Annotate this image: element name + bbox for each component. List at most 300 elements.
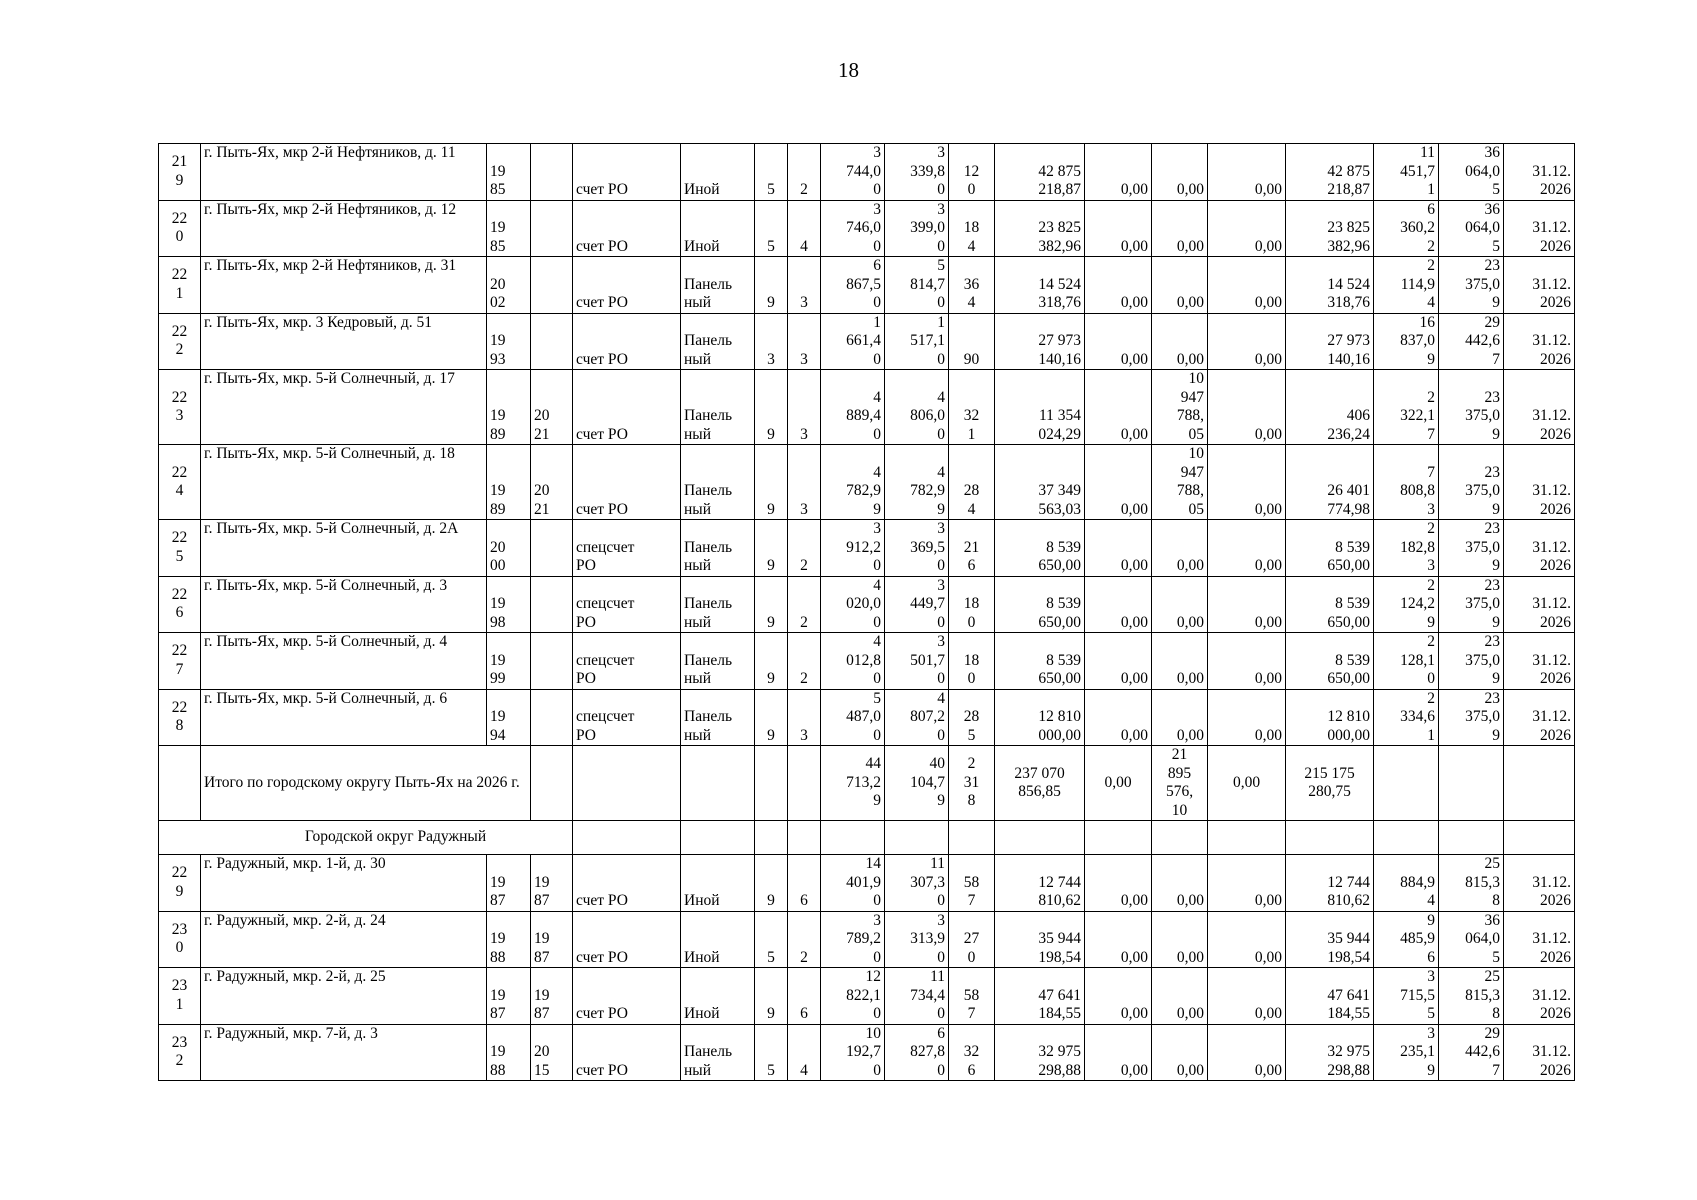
cell-fund-regional: 0,00 xyxy=(1152,576,1208,633)
cell-residents: 32 6 xyxy=(949,1024,995,1081)
cell-row-number: 22 2 xyxy=(159,313,201,370)
cell-fund-method: спецсчет РО xyxy=(573,633,681,690)
cell-fund-federal: 0,00 xyxy=(1085,144,1152,201)
cell-limit-cost: 25 815,3 8 xyxy=(1439,855,1504,912)
cell-row-number: 22 7 xyxy=(159,633,201,690)
cell-unit-cost: 11 451,7 1 xyxy=(1374,144,1439,201)
cell-deadline: 31.12. 2026 xyxy=(1504,313,1575,370)
cell-fund-owners: 12 810 000,00 xyxy=(1286,689,1374,746)
cell-year-repair: 19 87 xyxy=(531,968,573,1025)
cell-wall-material: Панель ный xyxy=(681,313,755,370)
cell-row-number: 22 6 xyxy=(159,576,201,633)
cell-area-residential: 11 307,3 0 xyxy=(885,855,949,912)
cell-area-total: 3 744,0 0 xyxy=(821,144,885,201)
cell-deadline: 31.12. 2026 xyxy=(1504,370,1575,445)
cell-fund-method: спецсчет РО xyxy=(573,576,681,633)
cell-fund-regional: 0,00 xyxy=(1152,144,1208,201)
cell-entrances: 3 xyxy=(788,370,821,445)
cell-area-residential: 3 501,7 0 xyxy=(885,633,949,690)
cell-fund-method: счет РО xyxy=(573,445,681,520)
empty-cell xyxy=(681,746,755,821)
cell-entrances: 3 xyxy=(788,257,821,314)
cell-floors: 3 xyxy=(755,313,788,370)
cell-entrances: 3 xyxy=(788,313,821,370)
cell-deadline: 31.12. 2026 xyxy=(1504,633,1575,690)
cell-residents: 90 xyxy=(949,313,995,370)
cell-fund-municipal: 0,00 xyxy=(1208,689,1286,746)
cell-limit-cost: 25 815,3 8 xyxy=(1439,968,1504,1025)
empty-cell xyxy=(788,746,821,821)
cell-fund-regional: 10 947 788, 05 xyxy=(1152,370,1208,445)
cell-fund-municipal: 0,00 xyxy=(1208,313,1286,370)
empty-cell xyxy=(573,821,681,855)
cell-row-number: 22 1 xyxy=(159,257,201,314)
cell-deadline: 31.12. 2026 xyxy=(1504,445,1575,520)
cell-entrances: 2 xyxy=(788,576,821,633)
cell-fund-regional: 0,00 xyxy=(1152,257,1208,314)
summary-fund-fed: 0,00 xyxy=(1085,746,1152,821)
cell-fund-federal: 0,00 xyxy=(1085,968,1152,1025)
cell-area-total: 4 012,8 0 xyxy=(821,633,885,690)
cell-area-residential: 3 399,0 0 xyxy=(885,200,949,257)
table-row xyxy=(159,257,1575,314)
cell-fund-method: спецсчет РО xyxy=(573,689,681,746)
cell-fund-method: счет РО xyxy=(573,257,681,314)
cell-area-total: 3 912,2 0 xyxy=(821,520,885,577)
cell-floors: 9 xyxy=(755,855,788,912)
cell-area-residential: 3 369,5 0 xyxy=(885,520,949,577)
table-row xyxy=(159,1024,1575,1081)
cell-cost-total: 27 973 140,16 xyxy=(995,313,1085,370)
cell-fund-method: счет РО xyxy=(573,370,681,445)
cell-deadline: 31.12. 2026 xyxy=(1504,257,1575,314)
cell-fund-method: счет РО xyxy=(573,313,681,370)
cell-fund-owners: 8 539 650,00 xyxy=(1286,520,1374,577)
cell-year-built: 19 85 xyxy=(487,200,531,257)
cell-deadline: 31.12. 2026 xyxy=(1504,911,1575,968)
cell-wall-material: Иной xyxy=(681,144,755,201)
cell-limit-cost: 23 375,0 9 xyxy=(1439,257,1504,314)
cell-wall-material: Панель ный xyxy=(681,257,755,314)
cell-year-repair xyxy=(531,257,573,314)
cell-wall-material: Панель ный xyxy=(681,445,755,520)
cell-area-residential: 4 782,9 9 xyxy=(885,445,949,520)
cell-year-repair xyxy=(531,520,573,577)
summary-fund-owners: 215 175 280,75 xyxy=(1286,746,1374,821)
cell-unit-cost: 9 485,9 6 xyxy=(1374,911,1439,968)
cell-address: г. Пыть-Ях, мкр. 5-й Солнечный, д. 3 xyxy=(201,576,487,633)
cell-deadline: 31.12. 2026 xyxy=(1504,689,1575,746)
cell-fund-municipal: 0,00 xyxy=(1208,257,1286,314)
cell-cost-total: 23 825 382,96 xyxy=(995,200,1085,257)
cell-year-built: 20 00 xyxy=(487,520,531,577)
cell-year-built: 19 88 xyxy=(487,1024,531,1081)
cell-fund-owners: 32 975 298,88 xyxy=(1286,1024,1374,1081)
cell-fund-method: счет РО xyxy=(573,144,681,201)
cell-area-total: 5 487,0 0 xyxy=(821,689,885,746)
cell-cost-total: 8 539 650,00 xyxy=(995,633,1085,690)
cell-fund-owners: 26 401 774,98 xyxy=(1286,445,1374,520)
cell-fund-regional: 0,00 xyxy=(1152,200,1208,257)
cell-address: г. Пыть-Ях, мкр. 5-й Солнечный, д. 2А xyxy=(201,520,487,577)
cell-fund-municipal: 0,00 xyxy=(1208,520,1286,577)
table-summary xyxy=(159,746,1575,855)
cell-fund-municipal: 0,00 xyxy=(1208,200,1286,257)
table-row xyxy=(159,313,1575,370)
table-row xyxy=(159,200,1575,257)
empty-cell xyxy=(1439,746,1504,821)
cell-residents: 28 4 xyxy=(949,445,995,520)
cell-fund-federal: 0,00 xyxy=(1085,855,1152,912)
cell-year-built: 19 88 xyxy=(487,911,531,968)
cell-fund-federal: 0,00 xyxy=(1085,911,1152,968)
summary-area-total: 44 713,2 9 xyxy=(821,746,885,821)
cell-address: г. Пыть-Ях, мкр. 5-й Солнечный, д. 18 xyxy=(201,445,487,520)
cell-cost-total: 32 975 298,88 xyxy=(995,1024,1085,1081)
cell-address: г. Пыть-Ях, мкр. 5-й Солнечный, д. 4 xyxy=(201,633,487,690)
cell-fund-regional: 0,00 xyxy=(1152,911,1208,968)
cell-floors: 5 xyxy=(755,911,788,968)
cell-fund-regional: 10 947 788, 05 xyxy=(1152,445,1208,520)
cell-fund-municipal: 0,00 xyxy=(1208,633,1286,690)
empty-cell xyxy=(1286,821,1374,855)
table-row xyxy=(159,855,1575,912)
cell-year-built: 19 87 xyxy=(487,968,531,1025)
cell-entrances: 2 xyxy=(788,911,821,968)
cell-fund-method: спецсчет РО xyxy=(573,520,681,577)
cell-limit-cost: 23 375,0 9 xyxy=(1439,576,1504,633)
cell-row-number: 23 0 xyxy=(159,911,201,968)
cell-area-residential: 11 734,4 0 xyxy=(885,968,949,1025)
cell-deadline: 31.12. 2026 xyxy=(1504,520,1575,577)
cell-residents: 27 0 xyxy=(949,911,995,968)
cell-deadline: 31.12. 2026 xyxy=(1504,968,1575,1025)
cell-unit-cost: 16 837,0 9 xyxy=(1374,313,1439,370)
cell-area-residential: 3 449,7 0 xyxy=(885,576,949,633)
section-title: Городской округ Радужный xyxy=(159,821,573,855)
empty-cell xyxy=(1439,821,1504,855)
cell-wall-material: Панель ный xyxy=(681,576,755,633)
cell-area-total: 6 867,5 0 xyxy=(821,257,885,314)
cell-fund-method: счет РО xyxy=(573,1024,681,1081)
empty-cell xyxy=(1208,821,1286,855)
cell-wall-material: Панель ный xyxy=(681,633,755,690)
cell-deadline: 31.12. 2026 xyxy=(1504,144,1575,201)
cell-entrances: 6 xyxy=(788,855,821,912)
cell-entrances: 4 xyxy=(788,200,821,257)
cell-cost-total: 37 349 563,03 xyxy=(995,445,1085,520)
cell-fund-method: счет РО xyxy=(573,200,681,257)
cell-cost-total: 12 810 000,00 xyxy=(995,689,1085,746)
cell-year-repair xyxy=(531,313,573,370)
cell-residents: 58 7 xyxy=(949,855,995,912)
cell-entrances: 2 xyxy=(788,520,821,577)
empty-cell xyxy=(788,821,821,855)
cell-unit-cost: 3 715,5 5 xyxy=(1374,968,1439,1025)
cell-year-built: 19 85 xyxy=(487,144,531,201)
cell-floors: 5 xyxy=(755,200,788,257)
empty-cell xyxy=(681,821,755,855)
cell-area-total: 4 889,4 0 xyxy=(821,370,885,445)
cell-fund-owners: 14 524 318,76 xyxy=(1286,257,1374,314)
cell-floors: 5 xyxy=(755,144,788,201)
cell-limit-cost: 36 064,0 5 xyxy=(1439,911,1504,968)
cell-unit-cost: 2 128,1 0 xyxy=(1374,633,1439,690)
summary-fund-mun: 0,00 xyxy=(1208,746,1286,821)
empty-cell xyxy=(1504,746,1575,821)
table-row xyxy=(159,370,1575,445)
cell-fund-method: счет РО xyxy=(573,911,681,968)
cell-limit-cost: 23 375,0 9 xyxy=(1439,445,1504,520)
cell-row-number: 23 2 xyxy=(159,1024,201,1081)
cell-unit-cost: 2 322,1 7 xyxy=(1374,370,1439,445)
cell-limit-cost: 23 375,0 9 xyxy=(1439,370,1504,445)
cell-year-repair: 19 87 xyxy=(531,911,573,968)
empty-cell xyxy=(1374,746,1439,821)
cell-area-total: 10 192,7 0 xyxy=(821,1024,885,1081)
cell-entrances: 2 xyxy=(788,633,821,690)
cell-year-repair xyxy=(531,200,573,257)
cell-fund-municipal: 0,00 xyxy=(1208,855,1286,912)
cell-limit-cost: 23 375,0 9 xyxy=(1439,520,1504,577)
cell-residents: 18 0 xyxy=(949,633,995,690)
repair-registry-table xyxy=(158,143,1575,1081)
cell-limit-cost: 23 375,0 9 xyxy=(1439,689,1504,746)
cell-fund-municipal: 0,00 xyxy=(1208,968,1286,1025)
table-row xyxy=(159,633,1575,690)
cell-entrances: 4 xyxy=(788,1024,821,1081)
cell-fund-federal: 0,00 xyxy=(1085,520,1152,577)
table-row xyxy=(159,520,1575,577)
cell-fund-municipal: 0,00 xyxy=(1208,911,1286,968)
cell-area-residential: 3 313,9 0 xyxy=(885,911,949,968)
cell-fund-regional: 0,00 xyxy=(1152,689,1208,746)
cell-fund-regional: 0,00 xyxy=(1152,313,1208,370)
cell-fund-federal: 0,00 xyxy=(1085,576,1152,633)
cell-area-residential: 4 807,2 0 xyxy=(885,689,949,746)
cell-floors: 9 xyxy=(755,520,788,577)
cell-cost-total: 35 944 198,54 xyxy=(995,911,1085,968)
cell-residents: 36 4 xyxy=(949,257,995,314)
empty-cell xyxy=(573,746,681,821)
cell-limit-cost: 23 375,0 9 xyxy=(1439,633,1504,690)
cell-floors: 9 xyxy=(755,576,788,633)
cell-address: г. Пыть-Ях, мкр 2-й Нефтяников, д. 31 xyxy=(201,257,487,314)
summary-no-cell xyxy=(159,746,201,821)
cell-fund-method: счет РО xyxy=(573,968,681,1025)
cell-deadline: 31.12. 2026 xyxy=(1504,855,1575,912)
cell-unit-cost: 6 360,2 2 xyxy=(1374,200,1439,257)
cell-fund-regional: 0,00 xyxy=(1152,520,1208,577)
cell-address: г. Пыть-Ях, мкр. 5-й Солнечный, д. 6 xyxy=(201,689,487,746)
cell-row-number: 22 0 xyxy=(159,200,201,257)
cell-year-built: 20 02 xyxy=(487,257,531,314)
cell-year-repair: 20 15 xyxy=(531,1024,573,1081)
cell-wall-material: Панель ный xyxy=(681,520,755,577)
cell-fund-regional: 0,00 xyxy=(1152,968,1208,1025)
cell-unit-cost: 3 235,1 9 xyxy=(1374,1024,1439,1081)
cell-area-residential: 4 806,0 0 xyxy=(885,370,949,445)
cell-fund-owners: 42 875 218,87 xyxy=(1286,144,1374,201)
empty-cell xyxy=(1085,821,1152,855)
cell-residents: 32 1 xyxy=(949,370,995,445)
cell-cost-total: 47 641 184,55 xyxy=(995,968,1085,1025)
cell-area-residential: 3 339,8 0 xyxy=(885,144,949,201)
cell-year-repair xyxy=(531,576,573,633)
cell-cost-total: 42 875 218,87 xyxy=(995,144,1085,201)
cell-area-total: 4 782,9 9 xyxy=(821,445,885,520)
cell-year-built: 19 89 xyxy=(487,445,531,520)
cell-fund-municipal: 0,00 xyxy=(1208,370,1286,445)
cell-floors: 5 xyxy=(755,1024,788,1081)
cell-address: г. Радужный, мкр. 1-й, д. 30 xyxy=(201,855,487,912)
empty-cell xyxy=(755,746,788,821)
cell-row-number: 22 9 xyxy=(159,855,201,912)
cell-floors: 9 xyxy=(755,257,788,314)
cell-floors: 9 xyxy=(755,445,788,520)
cell-limit-cost: 29 442,6 7 xyxy=(1439,1024,1504,1081)
cell-fund-owners: 23 825 382,96 xyxy=(1286,200,1374,257)
empty-cell xyxy=(995,821,1085,855)
cell-unit-cost: 2 114,9 4 xyxy=(1374,257,1439,314)
empty-cell xyxy=(531,746,573,821)
cell-entrances: 3 xyxy=(788,445,821,520)
cell-area-total: 4 020,0 0 xyxy=(821,576,885,633)
cell-fund-federal: 0,00 xyxy=(1085,257,1152,314)
cell-year-built: 19 98 xyxy=(487,576,531,633)
cell-cost-total: 11 354 024,29 xyxy=(995,370,1085,445)
cell-fund-owners: 12 744 810,62 xyxy=(1286,855,1374,912)
cell-area-total: 3 789,2 0 xyxy=(821,911,885,968)
cell-wall-material: Панель ный xyxy=(681,370,755,445)
section-row xyxy=(159,821,1575,855)
cell-fund-method: счет РО xyxy=(573,855,681,912)
cell-year-repair xyxy=(531,144,573,201)
cell-row-number: 21 9 xyxy=(159,144,201,201)
cell-unit-cost: 2 182,8 3 xyxy=(1374,520,1439,577)
cell-fund-federal: 0,00 xyxy=(1085,689,1152,746)
table-body-pyt-yakh xyxy=(159,144,1575,746)
cell-unit-cost: 884,9 4 xyxy=(1374,855,1439,912)
cell-deadline: 31.12. 2026 xyxy=(1504,1024,1575,1081)
cell-fund-municipal: 0,00 xyxy=(1208,445,1286,520)
cell-address: г. Пыть-Ях, мкр 2-й Нефтяников, д. 12 xyxy=(201,200,487,257)
cell-entrances: 3 xyxy=(788,689,821,746)
cell-entrances: 6 xyxy=(788,968,821,1025)
cell-fund-municipal: 0,00 xyxy=(1208,144,1286,201)
cell-limit-cost: 29 442,6 7 xyxy=(1439,313,1504,370)
cell-area-residential: 6 827,8 0 xyxy=(885,1024,949,1081)
cell-deadline: 31.12. 2026 xyxy=(1504,200,1575,257)
cell-fund-municipal: 0,00 xyxy=(1208,1024,1286,1081)
cell-fund-owners: 27 973 140,16 xyxy=(1286,313,1374,370)
cell-residents: 12 0 xyxy=(949,144,995,201)
cell-wall-material: Панель ный xyxy=(681,689,755,746)
summary-cost-total: 237 070 856,85 xyxy=(995,746,1085,821)
cell-floors: 9 xyxy=(755,968,788,1025)
cell-wall-material: Иной xyxy=(681,855,755,912)
summary-residents: 2 31 8 xyxy=(949,746,995,821)
summary-fund-reg: 21 895 576, 10 xyxy=(1152,746,1208,821)
cell-row-number: 22 5 xyxy=(159,520,201,577)
cell-residents: 28 5 xyxy=(949,689,995,746)
cell-wall-material: Панель ный xyxy=(681,1024,755,1081)
empty-cell xyxy=(755,821,788,855)
cell-fund-owners: 35 944 198,54 xyxy=(1286,911,1374,968)
cell-fund-federal: 0,00 xyxy=(1085,633,1152,690)
page-number: 18 xyxy=(838,58,859,82)
cell-year-built: 19 99 xyxy=(487,633,531,690)
cell-year-repair xyxy=(531,689,573,746)
cell-fund-federal: 0,00 xyxy=(1085,313,1152,370)
summary-row xyxy=(159,746,1575,821)
cell-fund-municipal: 0,00 xyxy=(1208,576,1286,633)
cell-fund-regional: 0,00 xyxy=(1152,633,1208,690)
cell-wall-material: Иной xyxy=(681,968,755,1025)
cell-row-number: 22 4 xyxy=(159,445,201,520)
empty-cell xyxy=(1152,821,1208,855)
cell-year-built: 19 87 xyxy=(487,855,531,912)
cell-address: г. Пыть-Ях, мкр. 3 Кедровый, д. 51 xyxy=(201,313,487,370)
cell-year-built: 19 94 xyxy=(487,689,531,746)
cell-row-number: 23 1 xyxy=(159,968,201,1025)
cell-unit-cost: 2 124,2 9 xyxy=(1374,576,1439,633)
cell-wall-material: Иной xyxy=(681,200,755,257)
cell-fund-federal: 0,00 xyxy=(1085,200,1152,257)
cell-year-repair: 20 21 xyxy=(531,370,573,445)
cell-floors: 9 xyxy=(755,689,788,746)
cell-deadline: 31.12. 2026 xyxy=(1504,576,1575,633)
cell-residents: 58 7 xyxy=(949,968,995,1025)
table-row xyxy=(159,968,1575,1025)
cell-fund-owners: 8 539 650,00 xyxy=(1286,576,1374,633)
cell-address: г. Радужный, мкр. 2-й, д. 25 xyxy=(201,968,487,1025)
cell-residents: 18 4 xyxy=(949,200,995,257)
cell-limit-cost: 36 064,0 5 xyxy=(1439,200,1504,257)
cell-cost-total: 8 539 650,00 xyxy=(995,520,1085,577)
cell-cost-total: 14 524 318,76 xyxy=(995,257,1085,314)
empty-cell xyxy=(885,821,949,855)
cell-area-total: 1 661,4 0 xyxy=(821,313,885,370)
table-body-raduzhny xyxy=(159,855,1575,1081)
table-row xyxy=(159,576,1575,633)
cell-limit-cost: 36 064,0 5 xyxy=(1439,144,1504,201)
empty-cell xyxy=(1374,821,1439,855)
cell-entrances: 2 xyxy=(788,144,821,201)
cell-address: г. Радужный, мкр. 2-й, д. 24 xyxy=(201,911,487,968)
cell-cost-total: 12 744 810,62 xyxy=(995,855,1085,912)
cell-year-repair: 19 87 xyxy=(531,855,573,912)
cell-fund-federal: 0,00 xyxy=(1085,1024,1152,1081)
cell-area-residential: 5 814,7 0 xyxy=(885,257,949,314)
empty-cell xyxy=(949,821,995,855)
cell-fund-owners: 406 236,24 xyxy=(1286,370,1374,445)
table-row xyxy=(159,144,1575,201)
table-row xyxy=(159,911,1575,968)
cell-residents: 21 6 xyxy=(949,520,995,577)
table-row xyxy=(159,445,1575,520)
table-row xyxy=(159,689,1575,746)
cell-year-built: 19 93 xyxy=(487,313,531,370)
cell-fund-federal: 0,00 xyxy=(1085,370,1152,445)
cell-year-repair xyxy=(531,633,573,690)
cell-year-repair: 20 21 xyxy=(531,445,573,520)
cell-fund-owners: 8 539 650,00 xyxy=(1286,633,1374,690)
cell-fund-federal: 0,00 xyxy=(1085,445,1152,520)
cell-floors: 9 xyxy=(755,370,788,445)
cell-address: г. Пыть-Ях, мкр 2-й Нефтяников, д. 11 xyxy=(201,144,487,201)
cell-address: г. Радужный, мкр. 7-й, д. 3 xyxy=(201,1024,487,1081)
